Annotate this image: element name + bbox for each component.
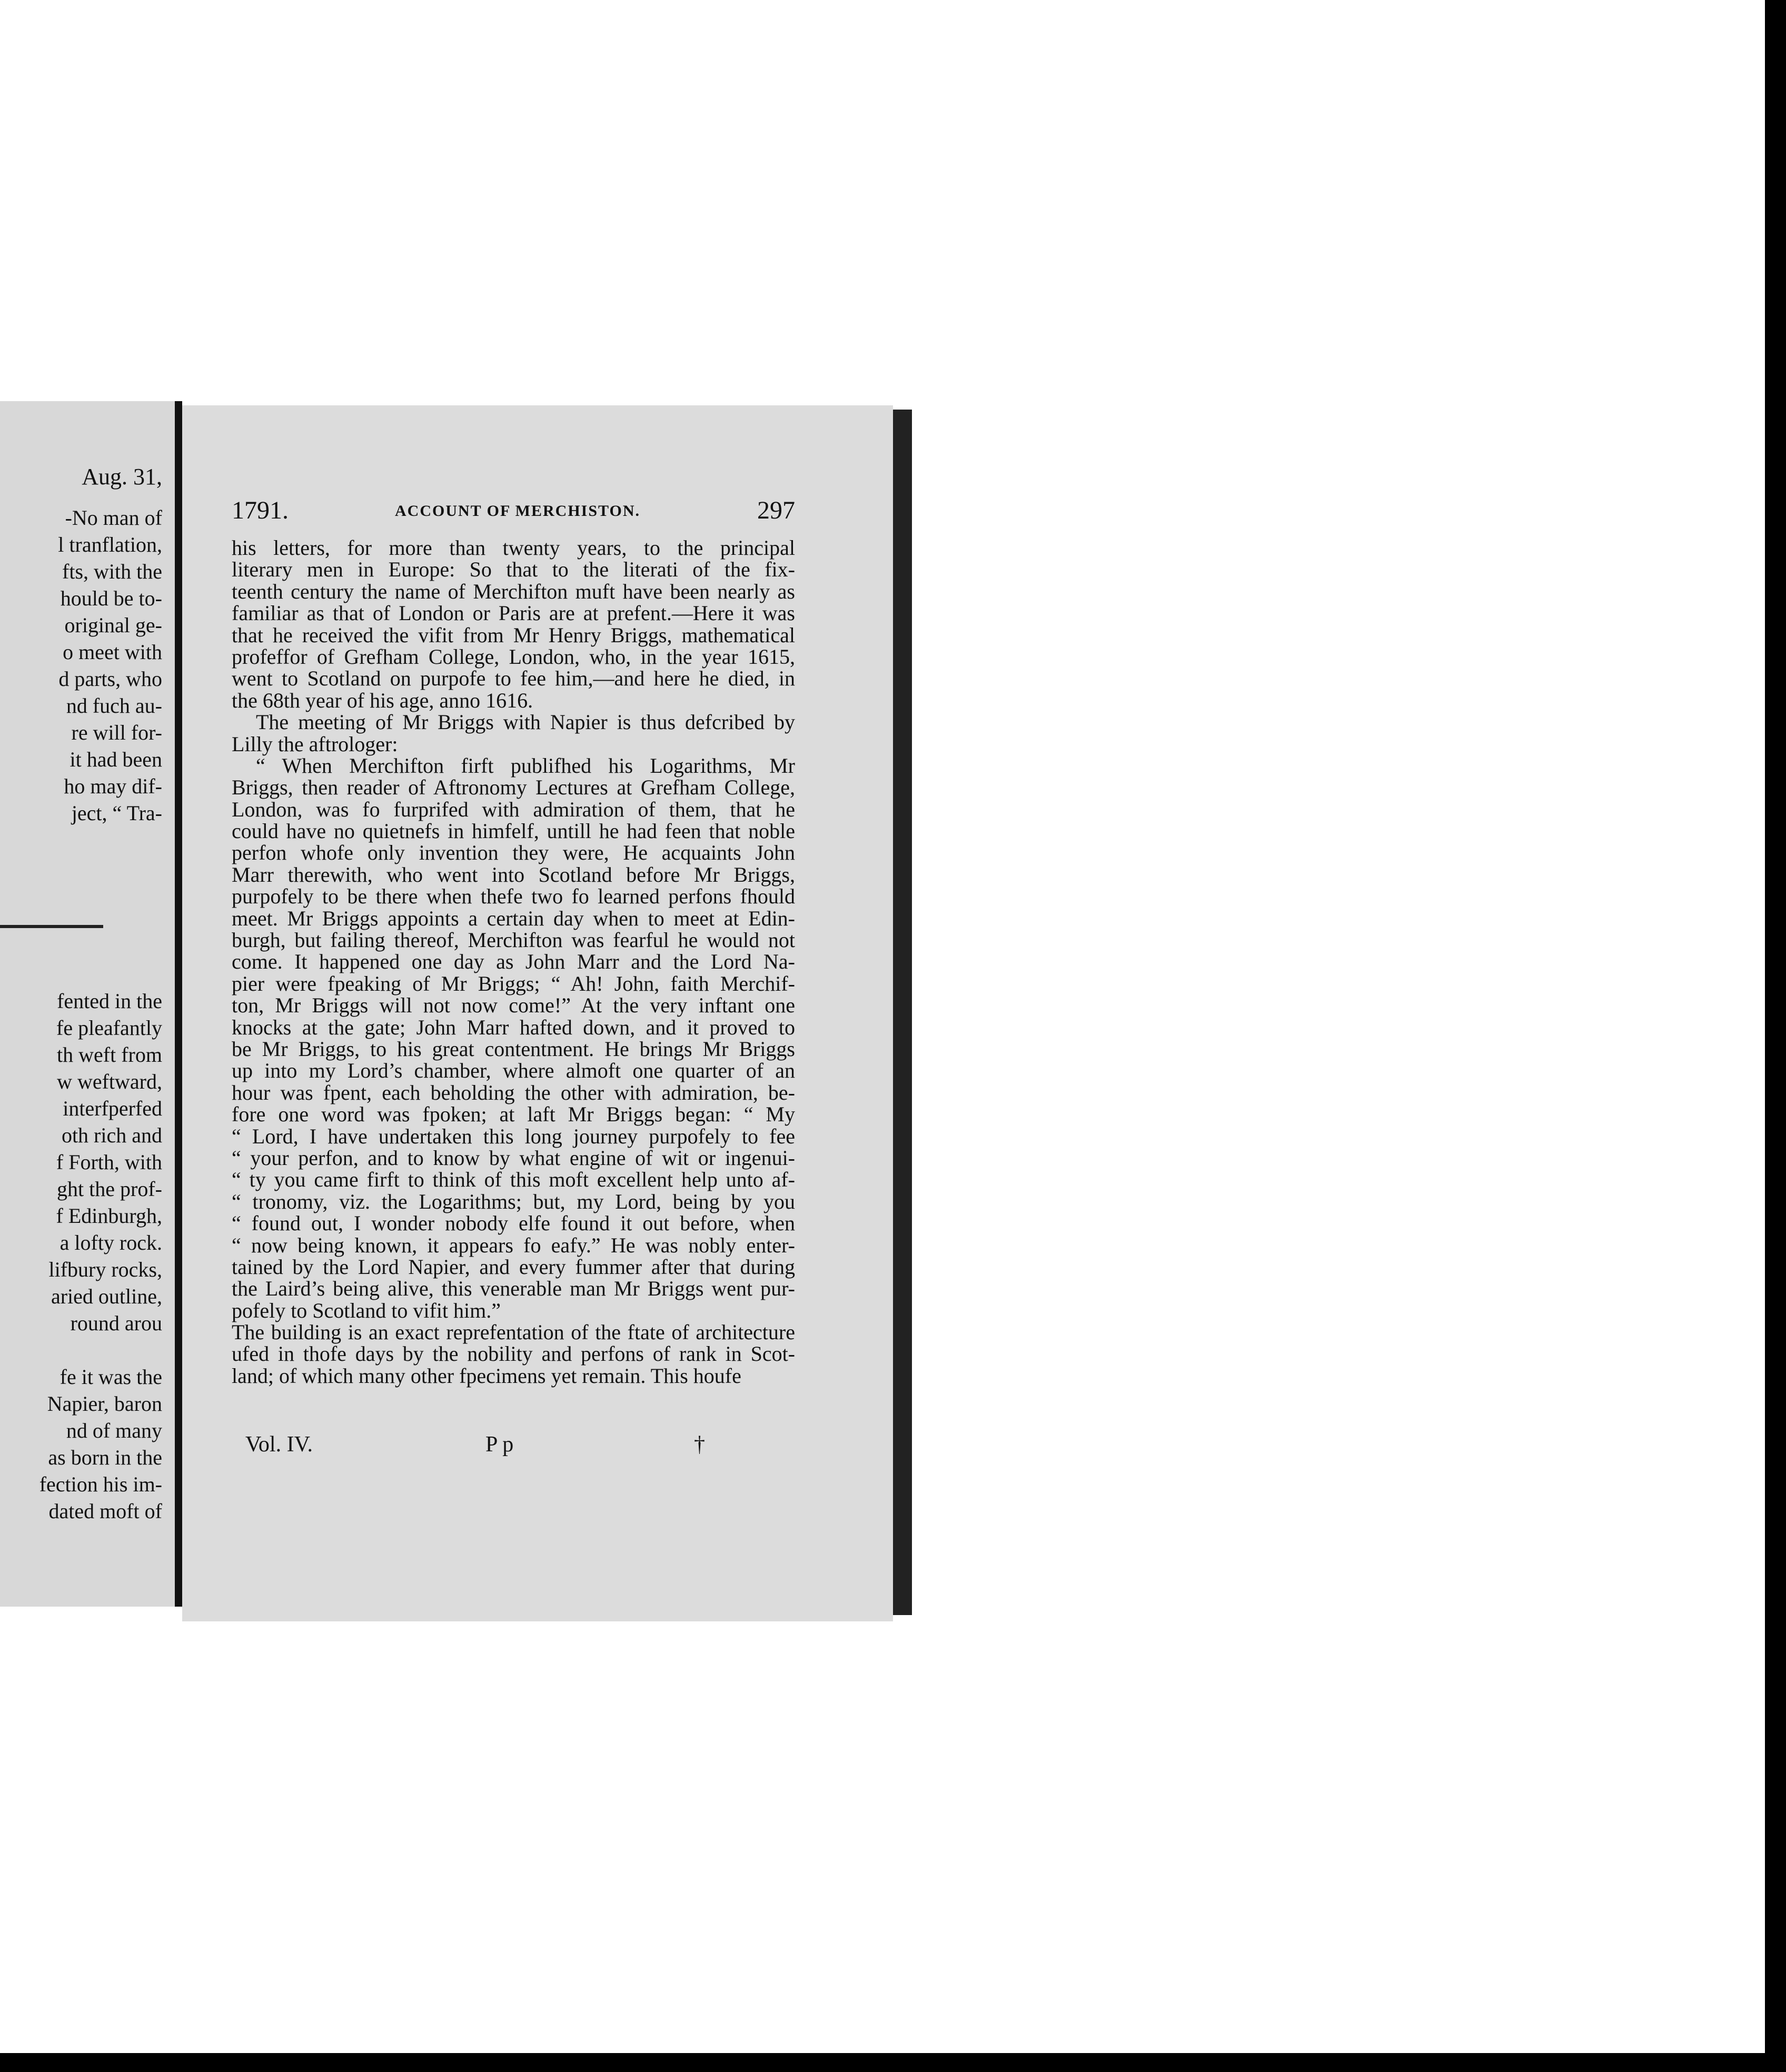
text-line: lifbury rocks, xyxy=(48,1258,162,1281)
text-line: aried outline, xyxy=(51,1284,162,1308)
text-line xyxy=(0,907,162,934)
text-line xyxy=(0,961,162,988)
text-line: nd fuch au- xyxy=(66,694,162,718)
text-line: up into my Lord’s chamber, where almoft one quarter of an xyxy=(232,1059,795,1083)
text-line: d parts, who xyxy=(58,667,162,691)
text-line: went to Scotland on purpofe to fee him,—and here he died, in xyxy=(232,666,795,691)
text-line: be Mr Briggs, to his great contentment. He brings Mr Briggs xyxy=(232,1037,795,1061)
text-line: pofely to Scotland to vifit him.” xyxy=(232,1298,501,1322)
text-line: hour was fpent, each beholding the other with admiration, be- xyxy=(232,1080,795,1104)
text-line: re will for- xyxy=(71,721,162,744)
text-line: a lofty rock. xyxy=(59,1231,162,1254)
page-number: 297 xyxy=(757,496,795,524)
text-line: Napier, baron xyxy=(47,1392,162,1416)
volume-label: Vol. IV. xyxy=(245,1432,313,1457)
left-page-text xyxy=(0,504,162,1525)
text-line: the 68th year of his age, anno 1616. xyxy=(232,688,533,712)
text-line: fented in the xyxy=(57,989,162,1013)
text-line xyxy=(0,826,162,853)
text-line: it had been xyxy=(70,748,162,771)
text-line: familiar as that of London or Paris are at prefent.—Here it was xyxy=(232,601,795,625)
text-line: ufed in thofe days by the nobility and perfons of rank in Scot- xyxy=(232,1342,795,1366)
section-divider-rule xyxy=(0,925,103,928)
text-line: “ found out, I wonder nobody elfe found it out before, when xyxy=(232,1211,795,1236)
text-line: “ now being known, it appears fo eafy.” He was nobly enter- xyxy=(232,1233,795,1257)
text-line: o meet with xyxy=(63,640,162,664)
text-line: fection his im- xyxy=(39,1472,162,1496)
text-line xyxy=(0,880,162,907)
text-line: pier were fpeaking of Mr Briggs; “ Ah! John, faith Merchif- xyxy=(232,971,795,995)
text-line: ject, “ Tra- xyxy=(71,801,162,825)
text-line xyxy=(0,1337,162,1363)
text-line: fe it was the xyxy=(59,1365,162,1389)
text-line xyxy=(0,853,162,880)
text-line: l tranflation, xyxy=(58,533,162,556)
signature-mark: P p xyxy=(485,1432,514,1457)
text-line: as born in the xyxy=(48,1446,162,1469)
text-line: Marr therewith, who went into Scotland before Mr Briggs, xyxy=(232,862,795,886)
scan-border-right xyxy=(1765,0,1786,2072)
text-line: nd of many xyxy=(66,1419,162,1442)
text-line: knocks at the gate; John Marr hafted down, and it proved to xyxy=(232,1015,795,1039)
left-page-header: Aug. 31, xyxy=(82,464,162,490)
running-head xyxy=(232,496,795,527)
text-line: come. It happened one day as John Marr and the Lord Na- xyxy=(232,950,795,974)
text-line: literary men in Europe: So that to the literati of the fix- xyxy=(232,557,795,582)
running-head-title: ACCOUNT OF MERCHISTON. xyxy=(395,502,640,520)
scan-border-bottom xyxy=(0,2053,1786,2072)
running-head-year: 1791. xyxy=(232,496,289,524)
text-line: tained by the Lord Napier, and every fummer after that during xyxy=(232,1254,795,1279)
text-line: original ge- xyxy=(64,613,162,637)
text-line: Briggs, then reader of Aftronomy Lectures at Grefham College, xyxy=(232,775,795,800)
text-line: burgh, but failing thereof, Merchifton was fearful he would not xyxy=(232,928,795,952)
text-line: “ Lord, I have undertaken this long journey purpofely to fee xyxy=(232,1124,795,1148)
text-line: fore one word was fpoken; at laft Mr Briggs began: “ My xyxy=(232,1102,795,1127)
text-line: round arou xyxy=(70,1311,162,1335)
left-facing-page xyxy=(0,401,175,1607)
text-line: ton, Mr Briggs will not now come!” At the very inftant one xyxy=(232,993,795,1018)
text-line: The meeting of Mr Briggs with Napier is thus defcribed by xyxy=(256,710,795,734)
text-line: -No man of xyxy=(65,506,162,530)
text-line: profeffor of Grefham College, London, who, in the year 1615, xyxy=(232,644,795,669)
page-edge xyxy=(893,410,912,1615)
text-line: The building is an exact reprefentation of the ftate of architecture xyxy=(232,1320,795,1344)
text-line: fts, with the xyxy=(62,560,162,583)
page-footer xyxy=(245,1432,719,1463)
text-line: “ ty you came firft to think of this moft excellent help unto af- xyxy=(232,1168,795,1192)
text-line xyxy=(0,934,162,961)
text-line: dated moft of xyxy=(48,1499,162,1523)
text-line: purpofely to be there when thefe two fo learned perfons fhould xyxy=(232,884,795,909)
text-line: “ When Merchifton firft publifhed his Logarithms, Mr xyxy=(256,753,795,778)
text-line: w weftward, xyxy=(57,1070,162,1093)
text-line: f Forth, with xyxy=(56,1150,162,1174)
text-line: f Edinburgh, xyxy=(56,1204,162,1228)
text-line: interfperfed xyxy=(63,1097,162,1120)
text-line: Lilly the aftrologer: xyxy=(232,732,398,756)
book-gutter xyxy=(175,401,182,1607)
dagger-mark: † xyxy=(694,1432,705,1457)
text-line: his letters, for more than twenty years, to the principal xyxy=(232,536,795,560)
text-line: ght the prof- xyxy=(57,1177,162,1201)
text-line: London, was fo furprifed with admiration of them, that he xyxy=(232,797,795,821)
text-line: land; of which many other fpecimens yet remain. This houfe xyxy=(232,1363,741,1388)
text-line: that he received the vifit from Mr Henry Briggs, mathematical xyxy=(232,623,795,647)
text-line: oth rich and xyxy=(61,1123,162,1147)
text-line: “ tronomy, viz. the Logarithms; but, my Lord, being by you xyxy=(232,1189,795,1213)
text-line: fe pleafantly xyxy=(56,1016,162,1040)
body-text xyxy=(232,537,795,1387)
text-line: hould be to- xyxy=(60,586,162,610)
text-line: ho may dif- xyxy=(64,774,162,798)
text-line: teenth century the name of Merchifton muft have been nearly as xyxy=(232,579,795,603)
text-line: could have no quietnefs in himfelf, untill he had feen that noble xyxy=(232,819,795,843)
text-line: th weft from xyxy=(57,1043,162,1067)
text-line: the Laird’s being alive, this venerable man Mr Briggs went pur- xyxy=(232,1277,795,1301)
text-line: perfon whofe only invention they were, He acquaints John xyxy=(232,841,795,865)
text-line: meet. Mr Briggs appoints a certain day when to meet at Edin- xyxy=(232,906,795,930)
text-line: “ your perfon, and to know by what engine of wit or ingenui- xyxy=(232,1145,795,1170)
